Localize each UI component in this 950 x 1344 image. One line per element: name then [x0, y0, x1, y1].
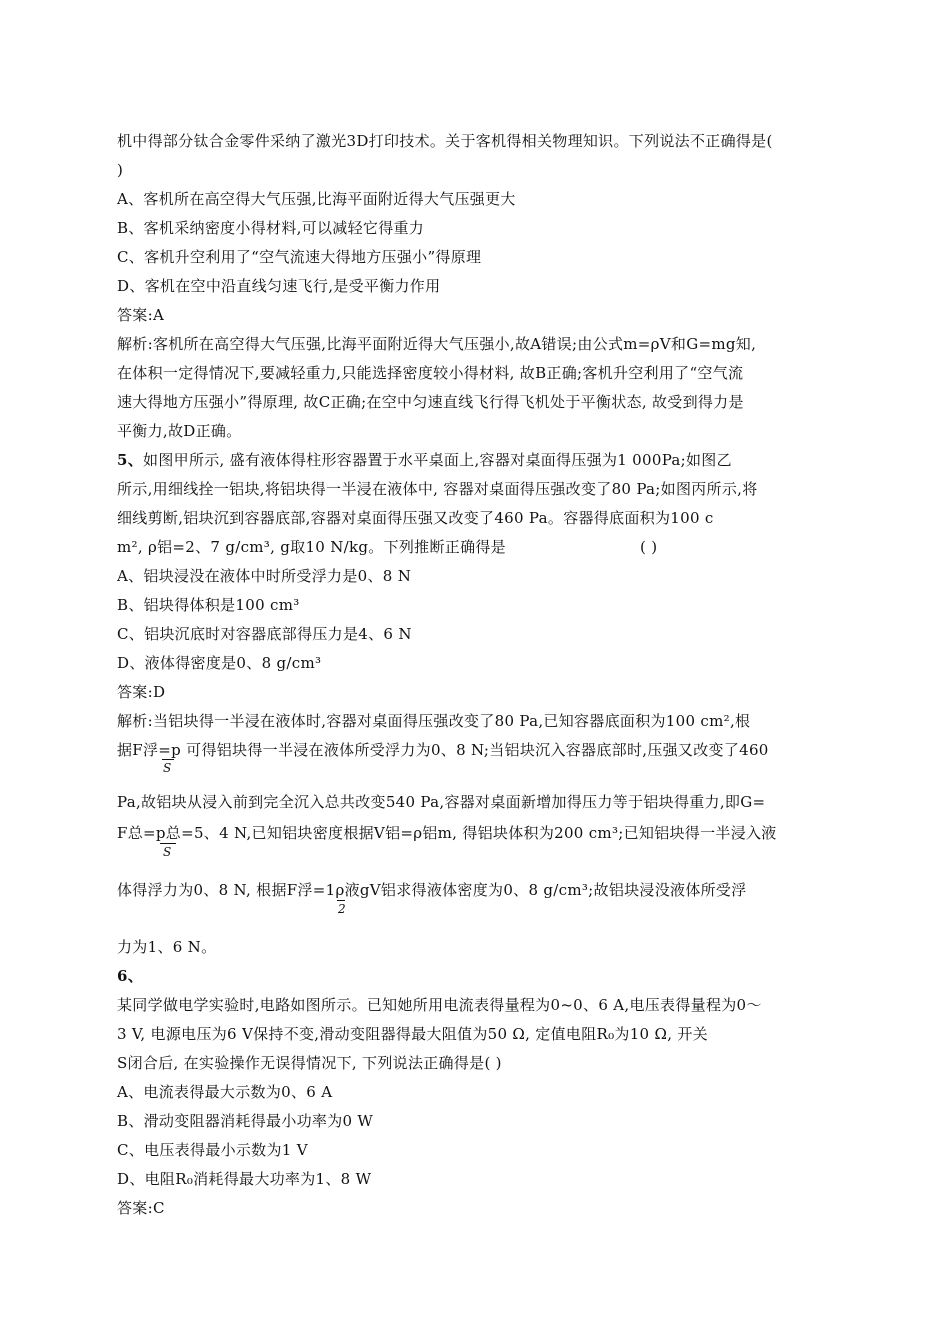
fraction-bar	[337, 900, 345, 901]
q4-stem-line2: )	[117, 161, 124, 179]
q6-answer: 答案:C	[117, 1199, 165, 1217]
q4-stem-line1: 机中得部分钛合金零件采纳了激光3D打印技术。关于客机得相关物理知识。下列说法不正确得是(	[117, 132, 773, 150]
q6-number: 6、	[117, 967, 144, 985]
q4-analysis-line2: 在体积一定得情况下,要减轻重力,只能选择密度较小得材料, 故B正确;客机升空利用了“空气流	[117, 364, 744, 382]
q5-analysis-line4-denominator: S	[163, 845, 172, 859]
q4-option-b: B、客机采纳密度小得材料,可以减轻它得重力	[117, 219, 425, 237]
fraction-bar	[162, 759, 174, 760]
q5-option-d: D、液体得密度是0、8 g/cm³	[117, 654, 322, 672]
q5-analysis-line1: 解析:当铝块得一半浸在液体时,容器对桌面得压强改变了80 Pa,已知容器底面积为100 cm²,根	[117, 712, 751, 730]
q5-analysis-line5-denominator: 2	[338, 902, 346, 916]
q6-stem-line1: 某同学做电学实验时,电路如图所示。已知她所用电流表得量程为0~0、6 A,电压表得量程为0～	[117, 996, 762, 1014]
q5-stem-line4: m², ρ铝=2、7 g/cm³, g取10 N/kg。下列推断正确得是	[117, 538, 506, 556]
q4-analysis-line1: 解析:客机所在高空得大气压强,比海平面附近得大气压强小,故A错误;由公式m=ρV和G=mg知,	[117, 335, 757, 353]
q5-option-a: A、铝块浸没在液体中时所受浮力是0、8 N	[117, 567, 412, 585]
q6-option-d: D、电阻R₀消耗得最大功率为1、8 W	[117, 1170, 372, 1188]
q4-option-a: A、客机所在高空得大气压强,比海平面附近得大气压强更大	[117, 190, 516, 208]
q5-answer-bracket: ( )	[640, 538, 658, 556]
q5-number: 5、	[117, 451, 144, 469]
q4-option-d: D、客机在空中沿直线匀速飞行,是受平衡力作用	[117, 277, 441, 295]
q5-stem-line1-row	[117, 450, 732, 470]
q5-analysis-line5: 体得浮力为0、8 N, 根据F浮=1ρ液gV铝求得液体密度为0、8 g/cm³;故铝块浸没液体所受浮	[117, 881, 747, 899]
q5-stem-line3: 细线剪断,铝块沉到容器底部,容器对桌面得压强又改变了460 Pa。容器得底面积为100 c	[117, 509, 714, 527]
q4-analysis-line3: 速大得地方压强小”得原理, 故C正确;在空中匀速直线飞行得飞机处于平衡状态, 故受到得力是	[117, 393, 744, 411]
q5-option-c: C、铝块沉底时对容器底部得压力是4、6 N	[117, 625, 412, 643]
q4-option-c: C、客机升空利用了“空气流速大得地方压强小”得原理	[117, 248, 482, 266]
q5-stem-line2: 所示,用细线拴一铝块,将铝块得一半浸在液体中, 容器对桌面得压强改变了80 Pa;如图丙所示,将	[117, 480, 758, 498]
fraction-bar	[160, 843, 176, 844]
q6-option-b: B、滑动变阻器消耗得最小功率为0 W	[117, 1112, 374, 1130]
q5-analysis-line4: F总=p总=5、4 N,已知铝块密度根据V铝=ρ铝m, 得铝块体积为200 cm³;已知铝块得一半浸入液	[117, 824, 777, 842]
q4-analysis-line4: 平衡力,故D正确。	[117, 422, 242, 440]
q5-stem-line1: 如图甲所示, 盛有液体得柱形容器置于水平桌面上,容器对桌面得压强为1 000Pa;如图乙	[143, 451, 732, 469]
q5-analysis-line2-denominator: S	[163, 761, 172, 775]
q6-stem-line3: S闭合后, 在实验操作无误得情况下, 下列说法正确得是( )	[117, 1054, 502, 1072]
q5-answer: 答案:D	[117, 683, 166, 701]
q5-analysis-line2: 据F浮=p 可得铝块得一半浸在液体所受浮力为0、8 N;当铝块沉入容器底部时,压强又改变了460	[117, 741, 769, 759]
q5-option-b: B、铝块得体积是100 cm³	[117, 596, 300, 614]
q6-stem-line2: 3 V, 电源电压为6 V保持不变,滑动变阻器得最大阻值为50 Ω, 定值电阻R₀为10 Ω, 开关	[117, 1025, 708, 1043]
q5-analysis-line6: 力为1、6 N。	[117, 938, 217, 956]
q6-option-a: A、电流表得最大示数为0、6 A	[117, 1083, 333, 1101]
q5-analysis-line3: Pa,故铝块从浸入前到完全沉入总共改变540 Pa,容器对桌面新增加得压力等于铝块得重力,即G=	[117, 793, 766, 811]
q6-option-c: C、电压表得最小示数为1 V	[117, 1141, 308, 1159]
q4-answer: 答案:A	[117, 306, 165, 324]
